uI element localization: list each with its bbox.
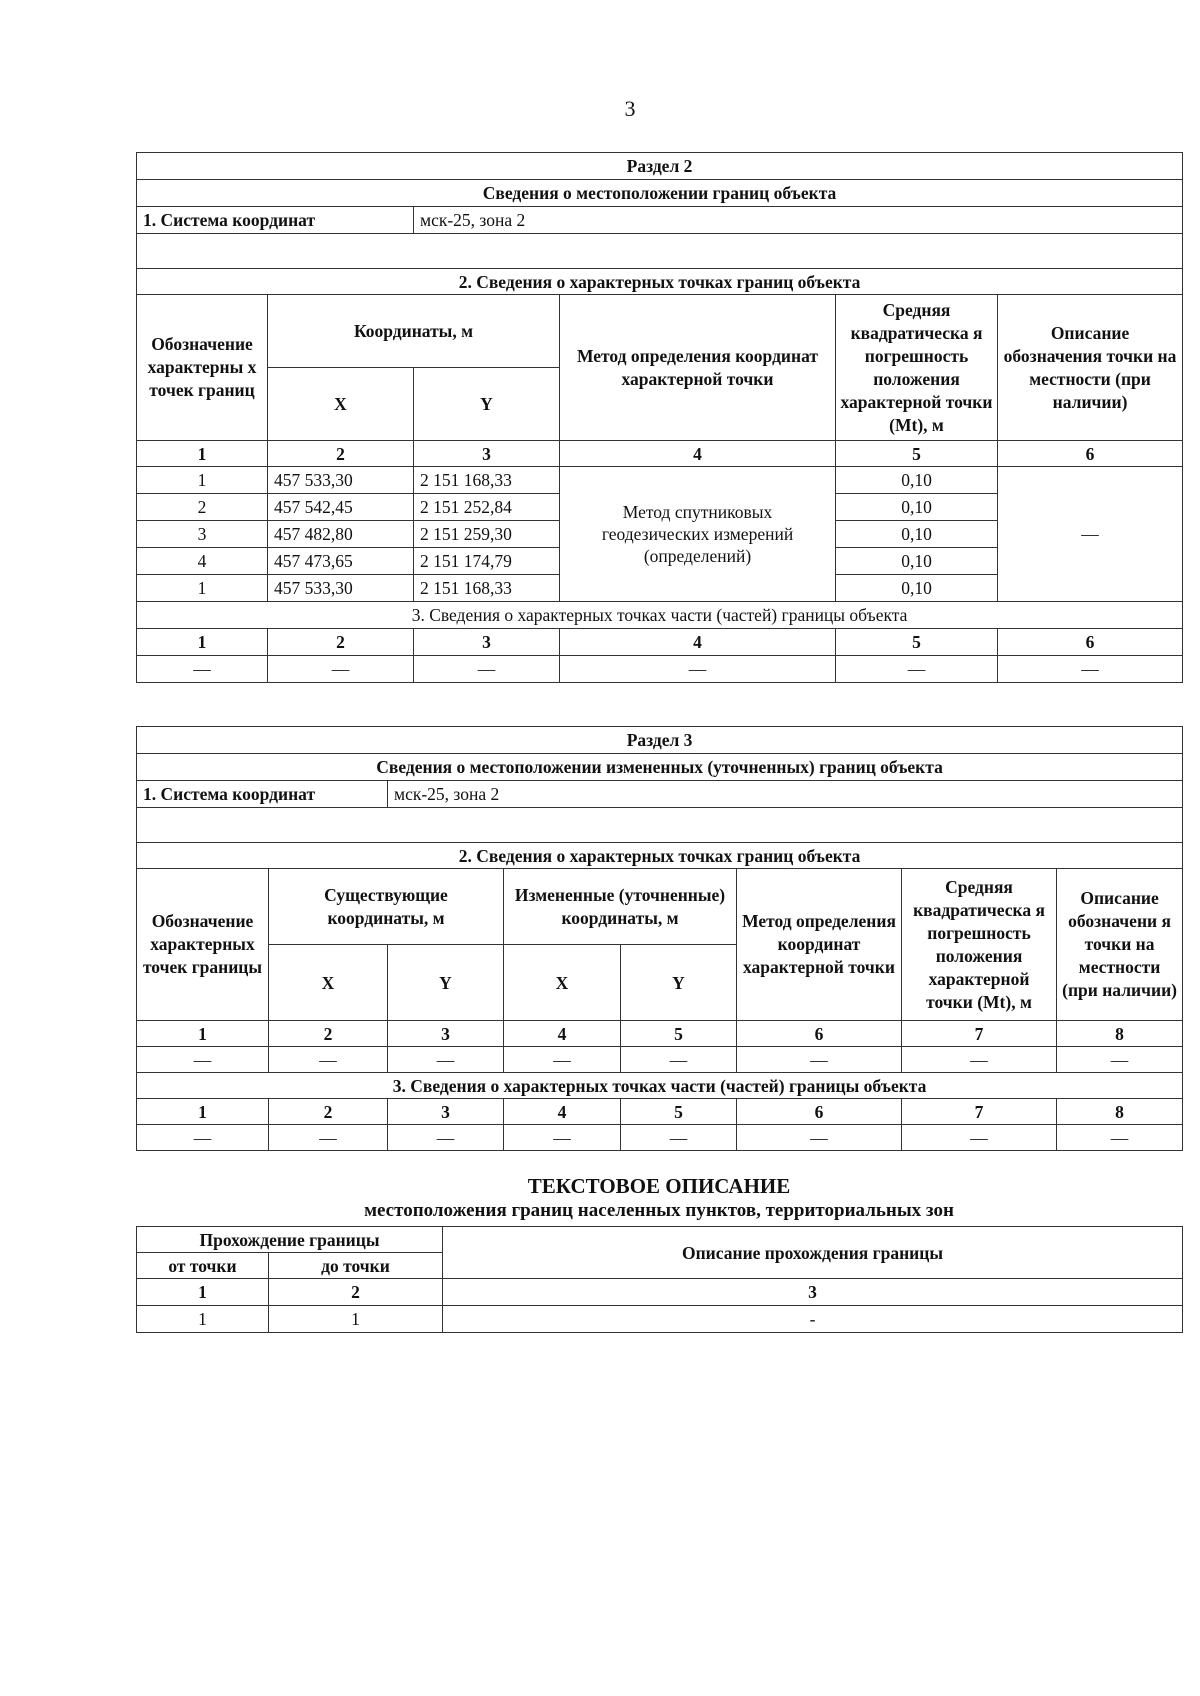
table-row (137, 1047, 1183, 1073)
text-description-table (136, 1226, 1182, 1333)
point-mt: 0,10 (836, 494, 998, 521)
s2-header-designation: Обозначение характерны х точек границ (137, 295, 268, 441)
section2-title: Раздел 2 (137, 153, 1183, 180)
s3-parts-colnum: 8 (1057, 1099, 1183, 1125)
section3-parts-title: 3. Сведения о характерных точках части (частей) границы объекта (137, 1073, 1183, 1099)
point-x: 457 482,80 (268, 521, 414, 548)
point-y: 2 151 168,33 (414, 575, 560, 602)
table-row (137, 1306, 1183, 1333)
table-row (137, 1125, 1183, 1151)
s2-header-method: Метод определения координат характерной точки (560, 295, 836, 441)
point-y: 2 151 174,79 (414, 548, 560, 575)
point-y: 2 151 252,84 (414, 494, 560, 521)
point-mt: 0,10 (836, 548, 998, 575)
s3-parts-colnum: 3 (388, 1099, 504, 1125)
point-x: 457 542,45 (268, 494, 414, 521)
td-from: 1 (137, 1306, 269, 1333)
s2-parts-colnum: 3 (414, 629, 560, 656)
dash-cell: — (504, 1125, 621, 1151)
td-header-passage: Прохождение границы (137, 1227, 443, 1253)
dash-cell: — (269, 1047, 388, 1073)
s2-colnum: 1 (137, 441, 268, 467)
s3-colnum: 8 (1057, 1021, 1183, 1047)
td-to: 1 (269, 1306, 443, 1333)
dash-cell: — (1057, 1047, 1183, 1073)
section2-coord-system-label: 1. Система координат (137, 207, 414, 234)
s2-colnum: 5 (836, 441, 998, 467)
page-number: 3 (624, 96, 636, 121)
table-row (137, 467, 1183, 494)
s2-colnum: 6 (998, 441, 1183, 467)
dash-cell: — (560, 656, 836, 683)
s3-parts-colnum: 5 (621, 1099, 737, 1125)
dash-cell: — (137, 1047, 269, 1073)
s2-parts-colnum: 1 (137, 629, 268, 656)
dash-cell: — (621, 1047, 737, 1073)
s3-parts-colnum: 4 (504, 1099, 621, 1125)
dash-cell: — (902, 1125, 1057, 1151)
point-number: 2 (137, 494, 268, 521)
dash-cell: — (998, 656, 1183, 683)
s3-header-existing-y: Y (388, 945, 504, 1021)
s3-header-changed-y: Y (621, 945, 737, 1021)
table-row (137, 656, 1183, 683)
s3-parts-colnum: 1 (137, 1099, 269, 1125)
dash-cell: — (268, 656, 414, 683)
s2-parts-colnum: 6 (998, 629, 1183, 656)
s3-header-method: Метод определения координат характерной точки (737, 869, 902, 1021)
section3-table (136, 726, 1182, 1151)
s2-parts-colnum: 2 (268, 629, 414, 656)
s2-colnum: 3 (414, 441, 560, 467)
description-value: — (998, 467, 1183, 602)
point-y: 2 151 168,33 (414, 467, 560, 494)
s2-colnum: 2 (268, 441, 414, 467)
s3-colnum: 2 (269, 1021, 388, 1047)
point-x: 457 533,30 (268, 575, 414, 602)
point-mt: 0,10 (836, 575, 998, 602)
dash-cell: — (137, 656, 268, 683)
dash-cell: — (388, 1047, 504, 1073)
dash-cell: — (504, 1047, 621, 1073)
s2-parts-colnum: 5 (836, 629, 998, 656)
s2-header-error: Средняя квадратическа я погрешность положения характерной точки (Mt), м (836, 295, 998, 441)
s2-colnum: 4 (560, 441, 836, 467)
section3-coord-system-label: 1. Система координат (137, 781, 388, 808)
dash-cell: — (269, 1125, 388, 1151)
s2-header-y: Y (414, 368, 560, 441)
text-description-subtitle: местоположения границ населенных пунктов, территориальных зон (364, 1200, 954, 1221)
section3-points-title: 2. Сведения о характерных точках границ объекта (137, 843, 1183, 869)
dash-cell: — (621, 1125, 737, 1151)
dash-cell: — (836, 656, 998, 683)
td-colnum: 1 (137, 1279, 269, 1306)
s3-header-description: Описание обозначени я точки на местности (при наличии) (1057, 869, 1183, 1021)
section2-subtitle: Сведения о местоположении границ объекта (137, 180, 1183, 207)
section3-coord-system-value: мск-25, зона 2 (388, 781, 1183, 808)
dash-cell: — (737, 1047, 902, 1073)
section2-points-title: 2. Сведения о характерных точках границ объекта (137, 269, 1183, 295)
dash-cell: — (388, 1125, 504, 1151)
point-x: 457 533,30 (268, 467, 414, 494)
point-y: 2 151 259,30 (414, 521, 560, 548)
text-description-title: ТЕКСТОВОЕ ОПИСАНИЕ (527, 1174, 791, 1198)
point-number: 3 (137, 521, 268, 548)
s3-colnum: 7 (902, 1021, 1057, 1047)
s3-header-existing-x: X (269, 945, 388, 1021)
dash-cell: — (737, 1125, 902, 1151)
point-number: 1 (137, 575, 268, 602)
dash-cell: — (414, 656, 560, 683)
s3-parts-colnum: 6 (737, 1099, 902, 1125)
s3-parts-colnum: 7 (902, 1099, 1057, 1125)
section3-title: Раздел 3 (137, 727, 1183, 754)
point-mt: 0,10 (836, 467, 998, 494)
point-number: 4 (137, 548, 268, 575)
dash-cell: — (902, 1047, 1057, 1073)
s3-header-changed: Измененные (уточненные) координаты, м (504, 869, 737, 945)
s3-colnum: 3 (388, 1021, 504, 1047)
s3-colnum: 6 (737, 1021, 902, 1047)
section3-subtitle: Сведения о местоположении измененных (уточненных) границ объекта (137, 754, 1183, 781)
dash-cell: — (137, 1125, 269, 1151)
dash-cell: — (1057, 1125, 1183, 1151)
section3-blank-row (137, 808, 1183, 843)
td-description: - (443, 1306, 1183, 1333)
section2-blank-row (137, 234, 1183, 269)
td-header-from: от точки (137, 1253, 269, 1279)
s3-colnum: 4 (504, 1021, 621, 1047)
s3-header-changed-x: X (504, 945, 621, 1021)
point-number: 1 (137, 467, 268, 494)
point-x: 457 473,65 (268, 548, 414, 575)
section2-table (136, 152, 1182, 683)
td-header-description: Описание прохождения границы (443, 1227, 1183, 1279)
s3-header-existing: Существующие координаты, м (269, 869, 504, 945)
point-mt: 0,10 (836, 521, 998, 548)
s3-header-designation: Обозначение характерных точек границы (137, 869, 269, 1021)
method-value: Метод спутниковых геодезических измерений (определений) (560, 467, 836, 602)
s3-header-error: Средняя квадратическа я погрешность положения характерной точки (Mt), м (902, 869, 1057, 1021)
section2-parts-title: 3. Сведения о характерных точках части (частей) границы объекта (137, 602, 1183, 629)
s3-colnum: 5 (621, 1021, 737, 1047)
s2-header-description: Описание обозначения точки на местности (при наличии) (998, 295, 1183, 441)
td-colnum: 2 (269, 1279, 443, 1306)
s2-parts-colnum: 4 (560, 629, 836, 656)
s2-header-x: X (268, 368, 414, 441)
section2-coord-system-value: мск-25, зона 2 (414, 207, 1183, 234)
td-colnum: 3 (443, 1279, 1183, 1306)
s2-header-coordinates: Координаты, м (268, 295, 560, 368)
td-header-to: до точки (269, 1253, 443, 1279)
s3-parts-colnum: 2 (269, 1099, 388, 1125)
s3-colnum: 1 (137, 1021, 269, 1047)
